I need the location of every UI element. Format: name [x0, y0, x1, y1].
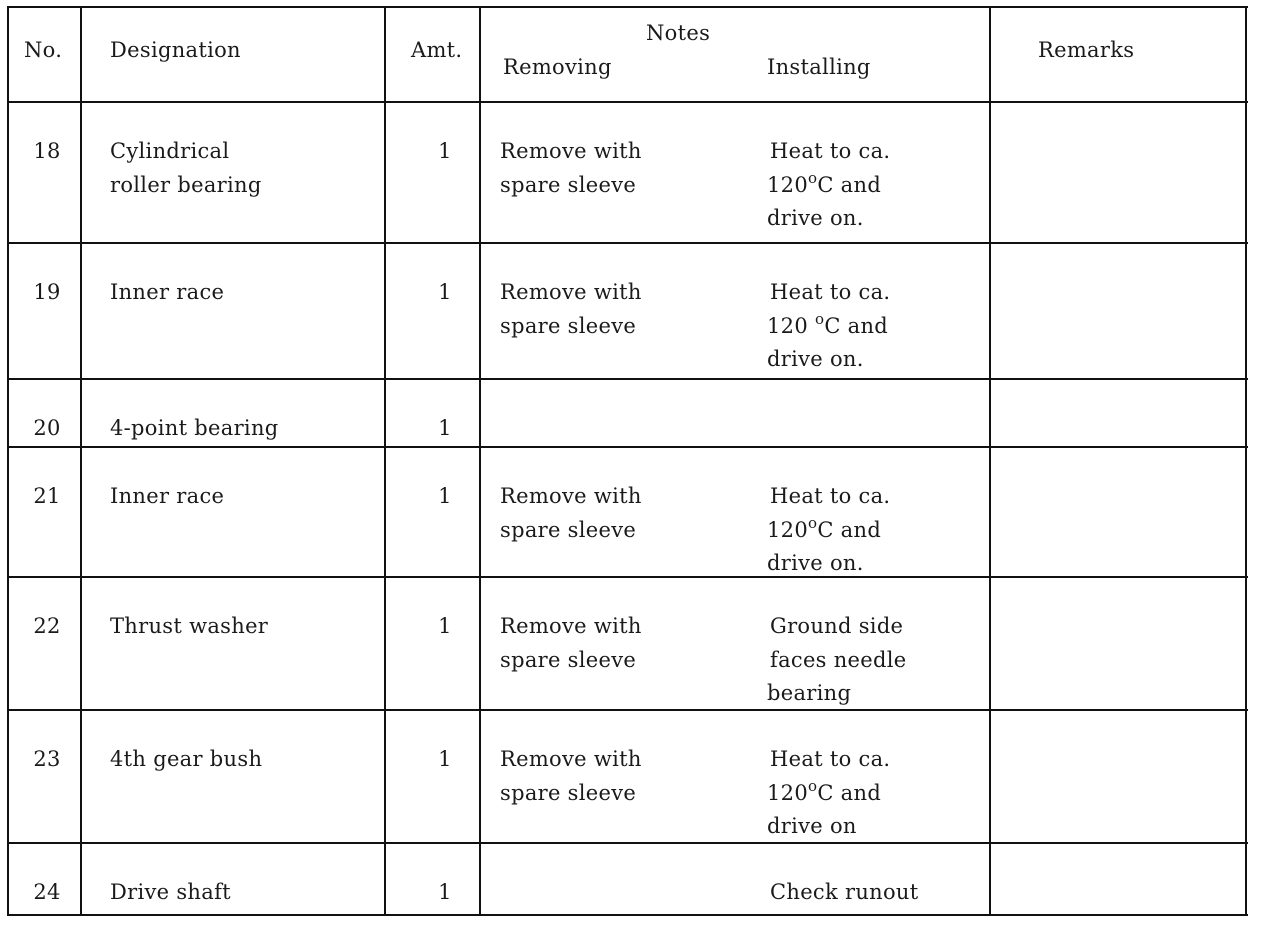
removing-note: Remove with	[500, 614, 642, 638]
installing-note: Heat to ca.	[770, 280, 891, 304]
row-number: 24	[33, 880, 61, 904]
installing-note: faces needle	[770, 647, 907, 672]
amount-value: 1	[438, 484, 452, 508]
header-amount: Amt.	[411, 38, 463, 62]
row-number: 23	[33, 747, 61, 771]
amount-value: 1	[438, 614, 452, 638]
amount-value: 1	[438, 747, 452, 771]
amount-value: 1	[438, 139, 452, 163]
designation-text: Cylindrical	[110, 139, 230, 163]
installing-note: drive on	[767, 814, 857, 838]
row-number: 19	[33, 280, 61, 304]
removing-note: Remove with	[500, 484, 642, 508]
installing-note: Heat to ca.	[770, 484, 891, 508]
amount-value: 1	[438, 280, 452, 304]
amount-value: 1	[438, 880, 452, 904]
removing-note: Remove with	[500, 139, 642, 163]
designation-text: 4th gear bush	[110, 747, 263, 771]
installing-note: 120$^o$C and	[767, 168, 882, 197]
row-number: 18	[33, 139, 61, 163]
designation-text: Drive shaft	[110, 880, 231, 904]
removing-note: spare sleeve	[500, 172, 637, 197]
installing-note: Heat to ca.	[770, 139, 891, 163]
installing-note: 120$^o$C and	[767, 513, 882, 542]
designation-text: 4-point bearing	[110, 416, 279, 440]
installing-note: Ground side	[770, 614, 904, 638]
removing-note: Remove with	[500, 280, 642, 304]
row-number: 21	[33, 484, 61, 508]
installing-note: Heat to ca.	[770, 747, 891, 771]
installing-note: 120 $^o$C and	[767, 309, 889, 338]
header-designation: Designation	[110, 38, 241, 62]
row-number: 20	[33, 416, 61, 440]
designation-text: Thrust washer	[110, 614, 269, 638]
amount-value: 1	[438, 416, 452, 440]
designation-text: roller bearing	[110, 172, 262, 197]
installing-note: Check runout	[770, 880, 919, 904]
designation-text: Inner race	[110, 484, 225, 508]
header-notes: Notes	[646, 21, 711, 45]
removing-note: spare sleeve	[500, 647, 637, 672]
removing-note: spare sleeve	[500, 313, 637, 338]
installing-note: 120$^o$C and	[767, 776, 882, 805]
removing-note: spare sleeve	[500, 780, 637, 805]
header-no: No.	[24, 38, 63, 62]
removing-note: spare sleeve	[500, 517, 637, 542]
designation-text: Inner race	[110, 280, 225, 304]
removing-note: Remove with	[500, 747, 642, 771]
installing-note: drive on.	[767, 347, 864, 371]
installing-note: bearing	[767, 681, 852, 705]
header-installing: Installing	[767, 55, 871, 79]
header-removing: Removing	[503, 55, 612, 79]
header-remarks: Remarks	[1038, 38, 1135, 62]
installing-note: drive on.	[767, 551, 864, 575]
installing-note: drive on.	[767, 206, 864, 230]
table-rule-horizontal	[8, 6, 1248, 8]
row-number: 22	[33, 614, 61, 638]
